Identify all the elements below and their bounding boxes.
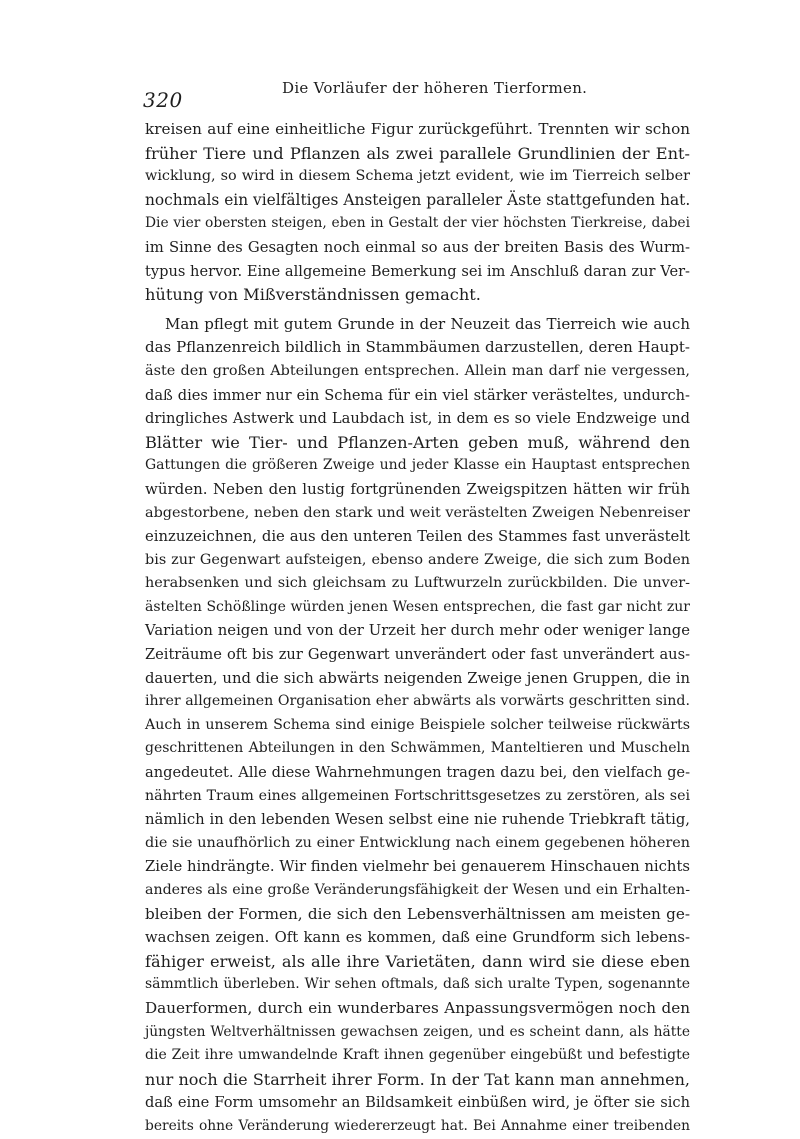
running-head: Die Vorläufer der höheren Tierformen. bbox=[282, 79, 588, 97]
page-number: 320 bbox=[143, 88, 183, 112]
text-line: nochmals ein vielfältiges Ansteigen paralleler Äste stattgefunden hat. bbox=[145, 190, 691, 209]
text-line: nur noch die Starrheit ihrer Form. In der Tat kann man annehmen, bbox=[145, 1069, 690, 1089]
text-line: Auch in unserem Schema sind einige Beispiele solcher teilweise rückwärts bbox=[145, 716, 690, 733]
text-line: ästelten Schößlinge würden jenen Wesen entsprechen, die fast gar nicht zur bbox=[145, 598, 690, 615]
text-line: das Pflanzenreich bildlich in Stammbäumen darzustellen, deren Haupt- bbox=[145, 338, 690, 357]
text-line: herabsenken und sich gleichsam zu Luftwurzeln zurückbilden. Die unver- bbox=[145, 575, 690, 592]
text-line: sämmtlich überleben. Wir sehen oftmals, daß sich uralte Typen, sogenannte bbox=[145, 976, 690, 993]
text-line: einzuzeichnen, die aus den unteren Teilen des Stammes fast unverästelt bbox=[145, 528, 690, 546]
text-line: bereits ohne Veränderung wiedererzeugt hat. Bei Annahme einer treibenden bbox=[145, 1117, 690, 1134]
text-line: die Zeit ihre umwandelnde Kraft ihnen gegenüber eingebüßt und befestigte bbox=[145, 1047, 690, 1064]
text-line: anderes als eine große Veränderungsfähigkeit der Wesen und ein Erhalten- bbox=[145, 882, 690, 898]
text-line: äste den großen Abteilungen entsprechen. Allein man darf nie vergessen, bbox=[145, 362, 690, 379]
text-line: nämlich in den lebenden Wesen selbst eine nie ruhende Triebkraft tätig, bbox=[145, 811, 690, 829]
text-line: nährten Traum eines allgemeinen Fortschrittsgesetzes zu zerstören, als sei bbox=[145, 787, 690, 804]
text-line: bis zur Gegenwart aufsteigen, ebenso andere Zweige, die sich zum Boden bbox=[145, 551, 690, 568]
text-line: Ziele hindrängte. Wir finden vielmehr bei genauerem Hinschauen nichts bbox=[145, 858, 690, 876]
text-line: Dauerformen, durch ein wunderbares Anpassungsvermögen noch den bbox=[145, 998, 690, 1017]
text-line: im Sinne des Gesagten noch einmal so aus der breiten Basis des Wurm- bbox=[145, 238, 690, 256]
text-line: daß dies immer nur ein Schema für ein viel stärker verästeltes, undurch- bbox=[145, 386, 690, 404]
text-line: kreisen auf eine einheitliche Figur zurückgeführt. Trennten wir schon bbox=[145, 120, 690, 138]
text-line: typus hervor. Eine allgemeine Bemerkung sei im Anschluß daran zur Ver- bbox=[145, 262, 690, 280]
text-line: Variation neigen und von der Urzeit her durch mehr oder weniger lange bbox=[145, 622, 690, 640]
text-line: früher Tiere und Pflanzen als zwei parallele Grundlinien der Ent- bbox=[145, 143, 690, 163]
text-line: daß eine Form umsomehr an Bildsamkeit einbüßen wird, je öfter sie sich bbox=[145, 1094, 690, 1112]
text-line: angedeutet. Alle diese Wahrnehmungen tragen dazu bei, den vielfach ge- bbox=[145, 764, 690, 782]
text-line: Die vier obersten steigen, eben in Gestalt der vier höchsten Tierkreise, dabei bbox=[145, 215, 690, 232]
text-line: dauerten, und die sich abwärts neigenden Zweige jenen Gruppen, die in bbox=[145, 669, 690, 687]
text-line: wicklung, so wird in diesem Schema jetzt evident, wie im Tierreich selber bbox=[145, 168, 690, 185]
text-line: Blätter wie Tier- und Pflanzen-Arten geben muß, während den bbox=[145, 432, 690, 452]
text-line: hütung von Mißverständnissen gemacht. bbox=[145, 285, 481, 305]
text-line: ihrer allgemeinen Organisation eher abwärts als vorwärts geschritten sind. bbox=[145, 693, 690, 710]
text-line: würden. Neben den lustig fortgrünenden Zweigspitzen hätten wir früh bbox=[145, 479, 690, 498]
text-line: geschrittenen Abteilungen in den Schwämmen, Manteltieren und Muscheln bbox=[145, 740, 690, 757]
body-text bbox=[145, 118, 690, 1139]
text-line: Zeiträume oft bis zur Gegenwart unverändert oder fast unverändert aus- bbox=[145, 646, 690, 664]
text-line: bleiben der Formen, die sich den Lebensverhältnissen am meisten ge- bbox=[145, 904, 690, 923]
text-line: Gattungen die größeren Zweige und jeder Klasse ein Hauptast entsprechen bbox=[145, 457, 690, 474]
text-line: fähiger erweist, als alle ihre Varietäten, dann wird sie diese eben bbox=[145, 951, 690, 971]
text-line: dringliches Astwerk und Laubdach ist, in dem es so viele Endzweige und bbox=[145, 410, 690, 428]
text-line: wachsen zeigen. Oft kann es kommen, daß eine Grundform sich lebens- bbox=[145, 929, 690, 947]
text-line: jüngsten Weltverhältnissen gewachsen zeigen, und es scheint dann, als hätte bbox=[145, 1023, 690, 1040]
text-line: abgestorbene, neben den stark und weit verästelten Zweigen Nebenreiser bbox=[145, 504, 690, 521]
text-line: Man pflegt mit gutem Grunde in der Neuzeit das Tierreich wie auch bbox=[165, 314, 690, 333]
text-line: die sie unaufhörlich zu einer Entwicklung nach einem gegebenen höheren bbox=[145, 834, 690, 851]
